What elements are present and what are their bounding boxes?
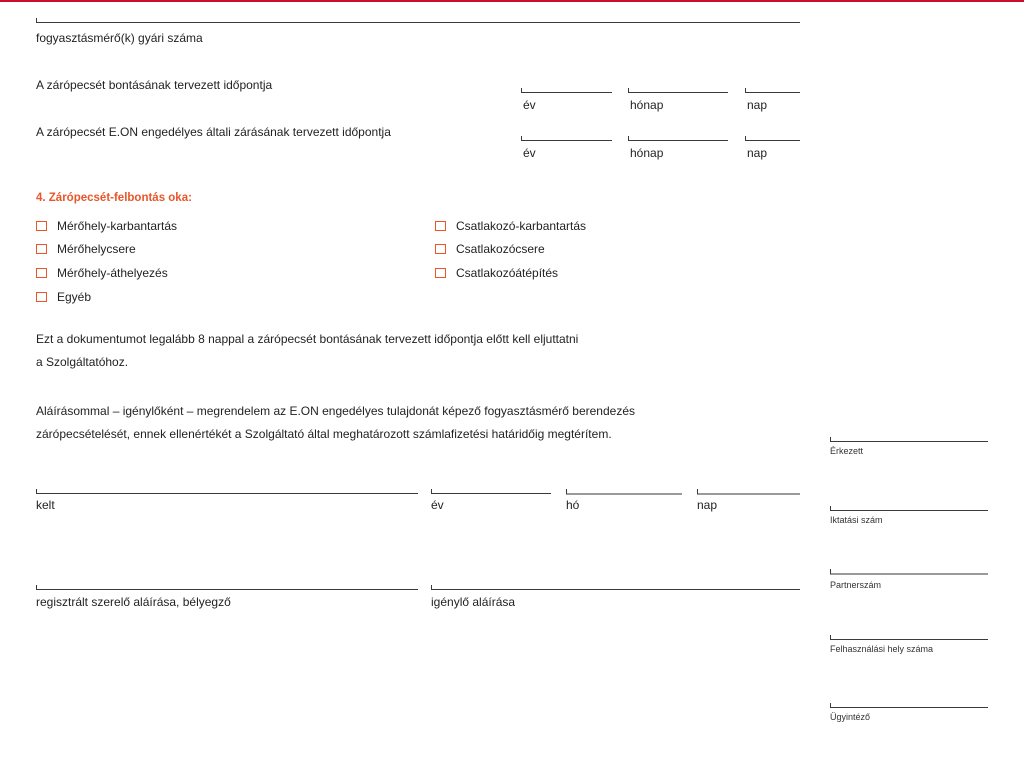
- partner-tick: [830, 569, 831, 574]
- reason-checkbox-meter-maintenance[interactable]: [36, 221, 47, 231]
- reason-checkbox-connector-maintenance[interactable]: [435, 221, 446, 231]
- consent-line-1: Aláírásommal – igénylőként – megrendelem az E.ON engedélyes tulajdonát képező fogyasztásmérő berendezés: [36, 404, 636, 418]
- meter-serial-field-line[interactable]: [36, 22, 800, 23]
- closing-year-label: év: [523, 146, 536, 160]
- reason-label-meter-maintenance: Mérőhely-karbantartás: [57, 219, 178, 233]
- opening-year-field[interactable]: [521, 92, 612, 93]
- iktatasi-label: Iktatási szám: [830, 515, 883, 525]
- reason-checkbox-meter-replacement[interactable]: [36, 244, 47, 254]
- opening-month-field[interactable]: [628, 92, 728, 93]
- reason-label-meter-relocation: Mérőhely-áthelyezés: [57, 266, 168, 280]
- closing-date-label: A zárópecsét E.ON engedélyes általi zárásának tervezett időpontja: [36, 125, 391, 139]
- kelt-label: kelt: [36, 498, 55, 512]
- closing-month-tick: [628, 136, 629, 141]
- reason-label-connector-maintenance: Csatlakozó-karbantartás: [456, 219, 587, 233]
- notice-line-2: a Szolgáltatóhoz.: [36, 355, 129, 369]
- iktatasi-tick: [830, 506, 831, 511]
- opening-date-label: A zárópecsét bontásának tervezett időpontja: [36, 78, 273, 92]
- applicant-signature-label: igénylő aláírása: [431, 595, 516, 609]
- closing-day-label: nap: [747, 146, 768, 160]
- signing-day-field[interactable]: [697, 493, 800, 495]
- partner-label: Partnerszám: [830, 580, 882, 590]
- ugyintezo-field[interactable]: [830, 707, 988, 708]
- meter-serial-label: fogyasztásmérő(k) gyári száma: [36, 31, 203, 45]
- consent-line-2: zárópecsételését, ennek ellenértékét a Szolgáltató által meghatározott számlafizetési határidőig megtérítem.: [36, 427, 612, 441]
- erkezett-label: Érkezett: [830, 446, 864, 456]
- top-accent-bar: [0, 0, 1024, 2]
- erkezett-tick: [830, 437, 831, 442]
- notice-line-1: Ezt a dokumentumot legalább 8 nappal a zárópecsét bontásának tervezett időpontja előtt kell eljuttatni: [36, 332, 579, 346]
- reason-checkbox-meter-relocation[interactable]: [36, 268, 47, 278]
- reasons-heading: 4. Zárópecsét-felbontás oka:: [36, 192, 192, 204]
- applicant-signature-tick: [431, 585, 432, 590]
- kelt-tick: [36, 489, 37, 494]
- closing-year-field[interactable]: [521, 140, 612, 141]
- signing-day-label: nap: [697, 498, 718, 512]
- applicant-signature-field[interactable]: [431, 589, 800, 590]
- installer-signature-tick: [36, 585, 37, 590]
- reason-checkbox-connector-rebuild[interactable]: [435, 268, 446, 278]
- reason-label-connector-replacement: Csatlakozócsere: [456, 242, 545, 256]
- erkezett-field[interactable]: [830, 441, 988, 442]
- felhasznalasi-field[interactable]: [830, 639, 988, 640]
- closing-day-field[interactable]: [745, 140, 800, 141]
- signing-month-label: hó: [566, 498, 580, 512]
- ugyintezo-label: Ügyintéző: [830, 712, 871, 722]
- felhasznalasi-label: Felhasználási hely száma: [830, 644, 934, 654]
- partner-field[interactable]: [830, 573, 988, 575]
- opening-day-label: nap: [747, 98, 768, 112]
- ugyintezo-tick: [830, 703, 831, 708]
- felhasznalasi-tick: [830, 635, 831, 640]
- reason-label-other: Egyéb: [57, 290, 92, 304]
- signing-day-tick: [697, 489, 698, 494]
- opening-year-label: év: [523, 98, 536, 112]
- kelt-field[interactable]: [36, 493, 418, 494]
- reason-checkbox-other[interactable]: [36, 292, 47, 302]
- signing-year-field[interactable]: [431, 493, 551, 494]
- reason-label-meter-replacement: Mérőhelycsere: [57, 242, 136, 256]
- installer-signature-field[interactable]: [36, 589, 418, 590]
- opening-month-label: hónap: [630, 98, 664, 112]
- meter-serial-field-tick: [36, 18, 37, 23]
- opening-day-tick: [745, 88, 746, 93]
- closing-year-tick: [521, 136, 522, 141]
- closing-day-tick: [745, 136, 746, 141]
- signing-year-tick: [431, 489, 432, 494]
- iktatasi-field[interactable]: [830, 510, 988, 511]
- opening-month-tick: [628, 88, 629, 93]
- opening-year-tick: [521, 88, 522, 93]
- installer-signature-label: regisztrált szerelő aláírása, bélyegző: [36, 595, 231, 609]
- reason-label-connector-rebuild: Csatlakozóátépítés: [456, 266, 559, 280]
- signing-year-label: év: [431, 498, 444, 512]
- closing-month-label: hónap: [630, 146, 664, 160]
- reason-checkbox-connector-replacement[interactable]: [435, 244, 446, 254]
- opening-day-field[interactable]: [745, 92, 800, 93]
- signing-month-tick: [566, 489, 567, 494]
- closing-month-field[interactable]: [628, 140, 728, 141]
- signing-month-field[interactable]: [566, 493, 682, 495]
